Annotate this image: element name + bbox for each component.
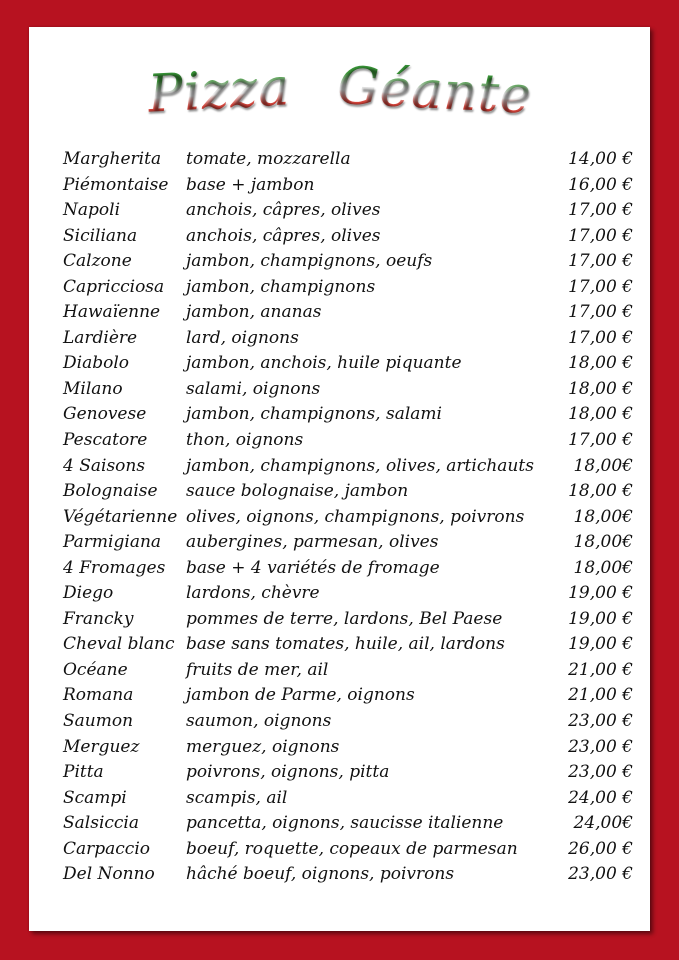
pizza-ingredients: scampis, ail [186,787,288,808]
pizza-name: Siciliana [63,225,138,246]
pizza-name: Parmigiana [63,532,162,553]
pizza-price: 17,00 € [568,276,633,297]
pizza-name: Del Nonno [63,864,155,885]
menu-item [63,326,633,352]
pizza-name: Romana [63,685,134,706]
pizza-ingredients: jambon de Parme, oignons [186,685,415,706]
pizza-ingredients: jambon, champignons, olives, artichauts [186,455,534,476]
pizza-price: 17,00 € [568,251,633,272]
pizza-ingredients: lard, oignons [186,327,299,348]
pizza-price: 23,00 € [568,762,633,783]
pizza-ingredients: saumon, oignons [186,711,332,732]
pizza-name: Lardière [63,327,138,348]
pizza-ingredients: jambon, champignons [186,276,376,297]
menu-item [63,428,633,454]
pizza-price: 21,00 € [568,659,633,680]
pizza-price: 23,00 € [568,736,633,757]
pizza-ingredients: base + 4 variétés de fromage [186,557,440,578]
pizza-ingredients: poivrons, oignons, pitta [186,762,390,783]
pizza-name: Végétarienne [63,506,178,527]
menu-item [63,709,633,735]
menu-item [63,862,633,888]
pizza-price: 18,00 € [568,353,633,374]
pizza-name: Pitta [63,762,104,783]
pizza-price: 18,00€ [573,506,633,527]
pizza-name: Genovese [63,404,147,425]
menu-item [63,811,633,837]
pizza-price: 23,00 € [568,864,633,885]
pizza-ingredients: anchois, câpres, olives [186,225,381,246]
menu-item [63,479,633,505]
pizza-ingredients: sauce bolognaise, jambon [186,481,409,502]
pizza-price: 26,00 € [568,838,633,859]
pizza-ingredients: pancetta, oignons, saucisse italienne [186,813,504,834]
pizza-ingredients: base + jambon [186,174,315,195]
pizza-name: Francky [63,608,134,629]
pizza-name: 4 Saisons [63,455,146,476]
pizza-name: Cheval blanc [63,634,175,655]
pizza-price: 19,00 € [568,634,633,655]
pizza-name: Diabolo [63,353,129,374]
pizza-ingredients: boeuf, roquette, copeaux de parmesan [186,838,518,859]
pizza-price: 21,00 € [568,685,633,706]
menu-item [63,735,633,761]
menu-item [63,377,633,403]
pizza-name: 4 Fromages [63,557,166,578]
pizza-ingredients: base sans tomates, huile, ail, lardons [186,634,505,655]
pizza-name: Carpaccio [63,838,151,859]
menu-item [63,249,633,275]
menu-item [63,607,633,633]
menu-item [63,658,633,684]
title-word-container [145,57,292,125]
menu-item [63,556,633,582]
menu-item [63,581,633,607]
pizza-ingredients: jambon, anchois, huile piquante [186,353,462,374]
pizza-price: 17,00 € [568,327,633,348]
pizza-price: 18,00 € [568,404,633,425]
menu-item [63,351,633,377]
pizza-price: 17,00 € [568,225,633,246]
pizza-name: Capricciosa [63,276,165,297]
pizza-price: 18,00€ [573,455,633,476]
menu-item [63,760,633,786]
pizza-price: 17,00 € [568,302,633,323]
pizza-name: Milano [63,378,123,399]
pizza-price: 18,00 € [568,378,633,399]
pizza-name: Saumon [63,711,134,732]
menu-item [63,402,633,428]
menu-sheet [29,27,650,931]
pizza-name: Merguez [63,736,140,757]
pizza-name: Diego [63,583,114,604]
pizza-ingredients: jambon, champignons, salami [186,404,442,425]
pizza-price: 19,00 € [568,608,633,629]
menu-title [29,55,650,127]
menu-item [63,454,633,480]
pizza-ingredients: fruits de mer, ail [186,659,329,680]
menu-item [63,683,633,709]
menu-item [63,275,633,301]
pizza-ingredients: lardons, chèvre [186,583,320,604]
pizza-price: 14,00 € [568,149,633,169]
pizza-ingredients: jambon, ananas [186,302,322,323]
pizza-name: Bolognaise [63,481,158,502]
pizza-ingredients: olives, oignons, champignons, poivrons [186,506,525,527]
menu-item [63,198,633,224]
pizza-price: 23,00 € [568,711,633,732]
pizza-ingredients: merguez, oignons [186,736,340,757]
menu-item [63,786,633,812]
pizza-name: Piémontaise [63,174,169,195]
pizza-name: Hawaïenne [63,302,161,323]
pizza-ingredients: thon, oignons [186,430,304,451]
pizza-ingredients: salami, oignons [186,378,321,399]
menu-item [63,224,633,250]
menu-item [63,300,633,326]
pizza-ingredients: jambon, champignons, oeufs [186,251,433,272]
menu-item [63,530,633,556]
pizza-price: 24,00€ [573,813,633,834]
pizza-ingredients: hâché boeuf, oignons, poivrons [186,864,455,885]
menu-item [63,632,633,658]
pizza-name: Salsiccia [63,813,139,834]
pizza-ingredients: anchois, câpres, olives [186,200,381,221]
pizza-price: 19,00 € [568,583,633,604]
pizza-name: Océane [63,659,128,680]
menu-item [63,837,633,863]
pizza-price: 18,00€ [573,557,633,578]
pizza-menu-list [63,147,633,888]
title-word-container [335,55,534,127]
pizza-name: Napoli [63,200,121,221]
pizza-price: 18,00€ [573,532,633,553]
pizza-price: 16,00 € [568,174,633,195]
pizza-name: Calzone [63,251,132,272]
pizza-name: Margherita [63,149,162,169]
pizza-ingredients: tomate, mozzarella [186,149,351,169]
pizza-name: Pescatore [63,430,148,451]
pizza-ingredients: aubergines, parmesan, olives [186,532,439,553]
title-word-pizza: Pizza [145,57,292,125]
menu-item [63,173,633,199]
menu-item [63,147,633,173]
pizza-price: 17,00 € [568,430,633,451]
title-word-geante: Géante [335,55,534,127]
pizza-name: Scampi [63,787,127,808]
pizza-price: 24,00 € [568,787,633,808]
pizza-price: 18,00 € [568,481,633,502]
pizza-ingredients: pommes de terre, lardons, Bel Paese [186,608,503,629]
menu-item [63,505,633,531]
pizza-price: 17,00 € [568,200,633,221]
